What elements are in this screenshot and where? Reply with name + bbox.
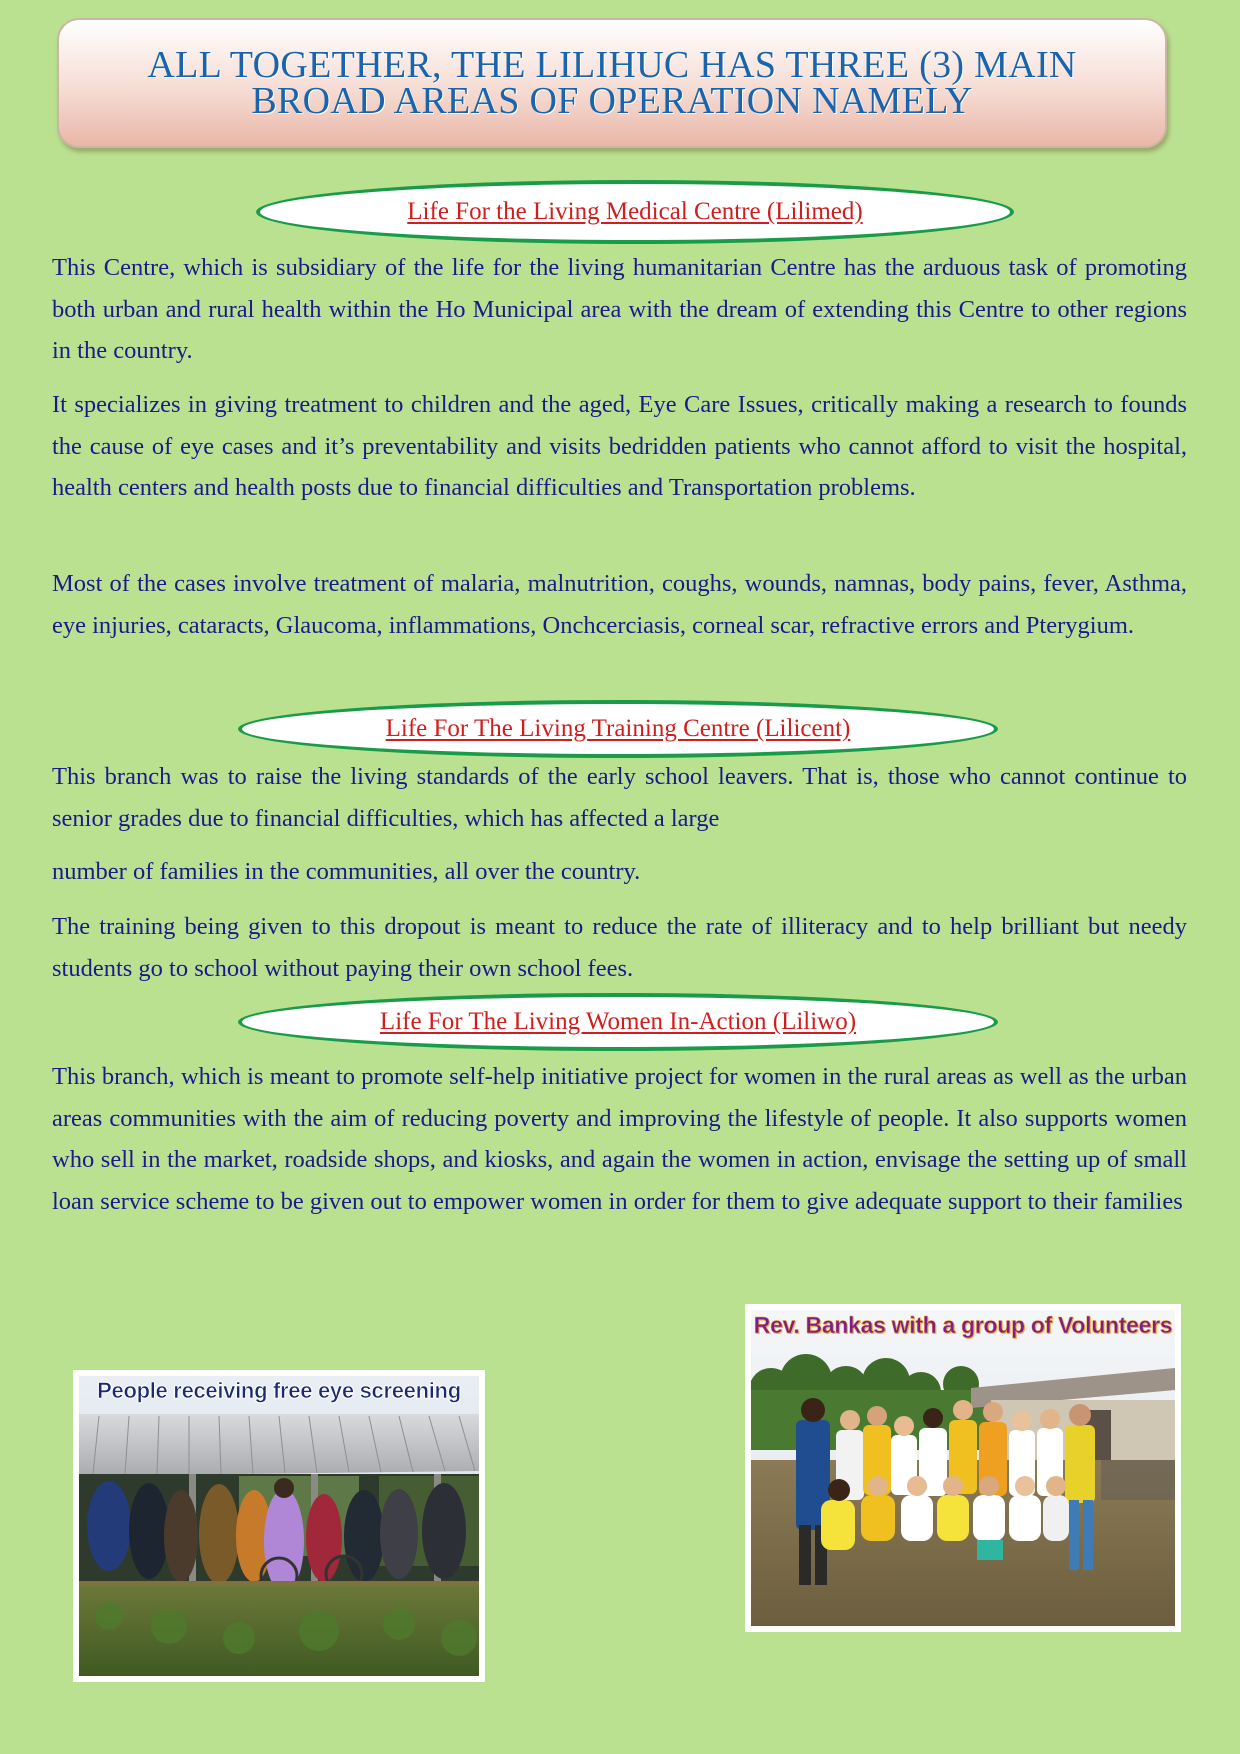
- section-heading-lilicent: [238, 700, 998, 758]
- section-heading-liliwo: [238, 993, 998, 1051]
- photo-caption: Rev. Bankas with a group of Volunteers: [753, 1312, 1173, 1338]
- page-title-line-1: ALL TOGETHER, THE LILIHUC HAS THREE (3) MAIN: [147, 44, 1077, 86]
- section-heading-label: Life For The Living Women In-Action (Liliwo): [379, 1008, 857, 1035]
- paragraph: This branch was to raise the living standards of the early school leavers. That is, those who cannot continue to senior grades due to financial difficulties, which has affected a large: [52, 763, 1187, 832]
- paragraph: This Centre, which is subsidiary of the life for the living humanitarian Centre has the arduous task of promoting both urban and rural health within the Ho Municipal area with the dream of extending this Centre to other regions in the country.: [52, 254, 1187, 364]
- section-heading-label: Life For the Living Medical Centre (Lilimed): [407, 198, 863, 225]
- section-heading-lilimed: [256, 180, 1014, 244]
- eye-screening-image: [79, 1376, 479, 1676]
- paragraph: The training being given to this dropout is meant to reduce the rate of illiteracy and to help brilliant but needy students go to school without paying their own school fees.: [52, 913, 1187, 982]
- paragraph: Most of the cases involve treatment of malaria, malnutrition, coughs, wounds, namnas, body pains, fever, Asthma, eye injuries, cataracts, Glaucoma, inflammations, Onchcerciasis, corneal scar, refractive errors and Pterygium.: [52, 570, 1187, 639]
- volunteers-image: [751, 1310, 1175, 1626]
- paragraph: This branch, which is meant to promote self-help initiative project for women in the rural areas as well as the urban areas communities with the aim of reducing poverty and improving the lifestyle of people. It also supports women who sell in the market, roadside shops, and kiosks, and again the women in action, envisage the setting up of small loan service scheme to be given out to empower women in order for them to give adequate support to their families: [52, 1063, 1187, 1215]
- photo-caption: People receiving free eye screening: [97, 1378, 461, 1403]
- title-banner: [57, 18, 1167, 148]
- photo-volunteers: [745, 1304, 1181, 1632]
- photo-eye-screening: [73, 1370, 485, 1682]
- section-heading-label: Life For The Living Training Centre (Lilicent): [385, 715, 851, 742]
- paragraph: number of families in the communities, all over the country.: [52, 858, 641, 885]
- paragraph: It specializes in giving treatment to children and the aged, Eye Care Issues, critically making a research to founds the cause of eye cases and it’s preventability and visits bedridden patients who cannot afford to visit the hospital, health centers and health posts due to financial difficulties and Transportation problems.: [52, 391, 1187, 501]
- page-title-line-2: BROAD AREAS OF OPERATION NAMELY: [251, 80, 973, 122]
